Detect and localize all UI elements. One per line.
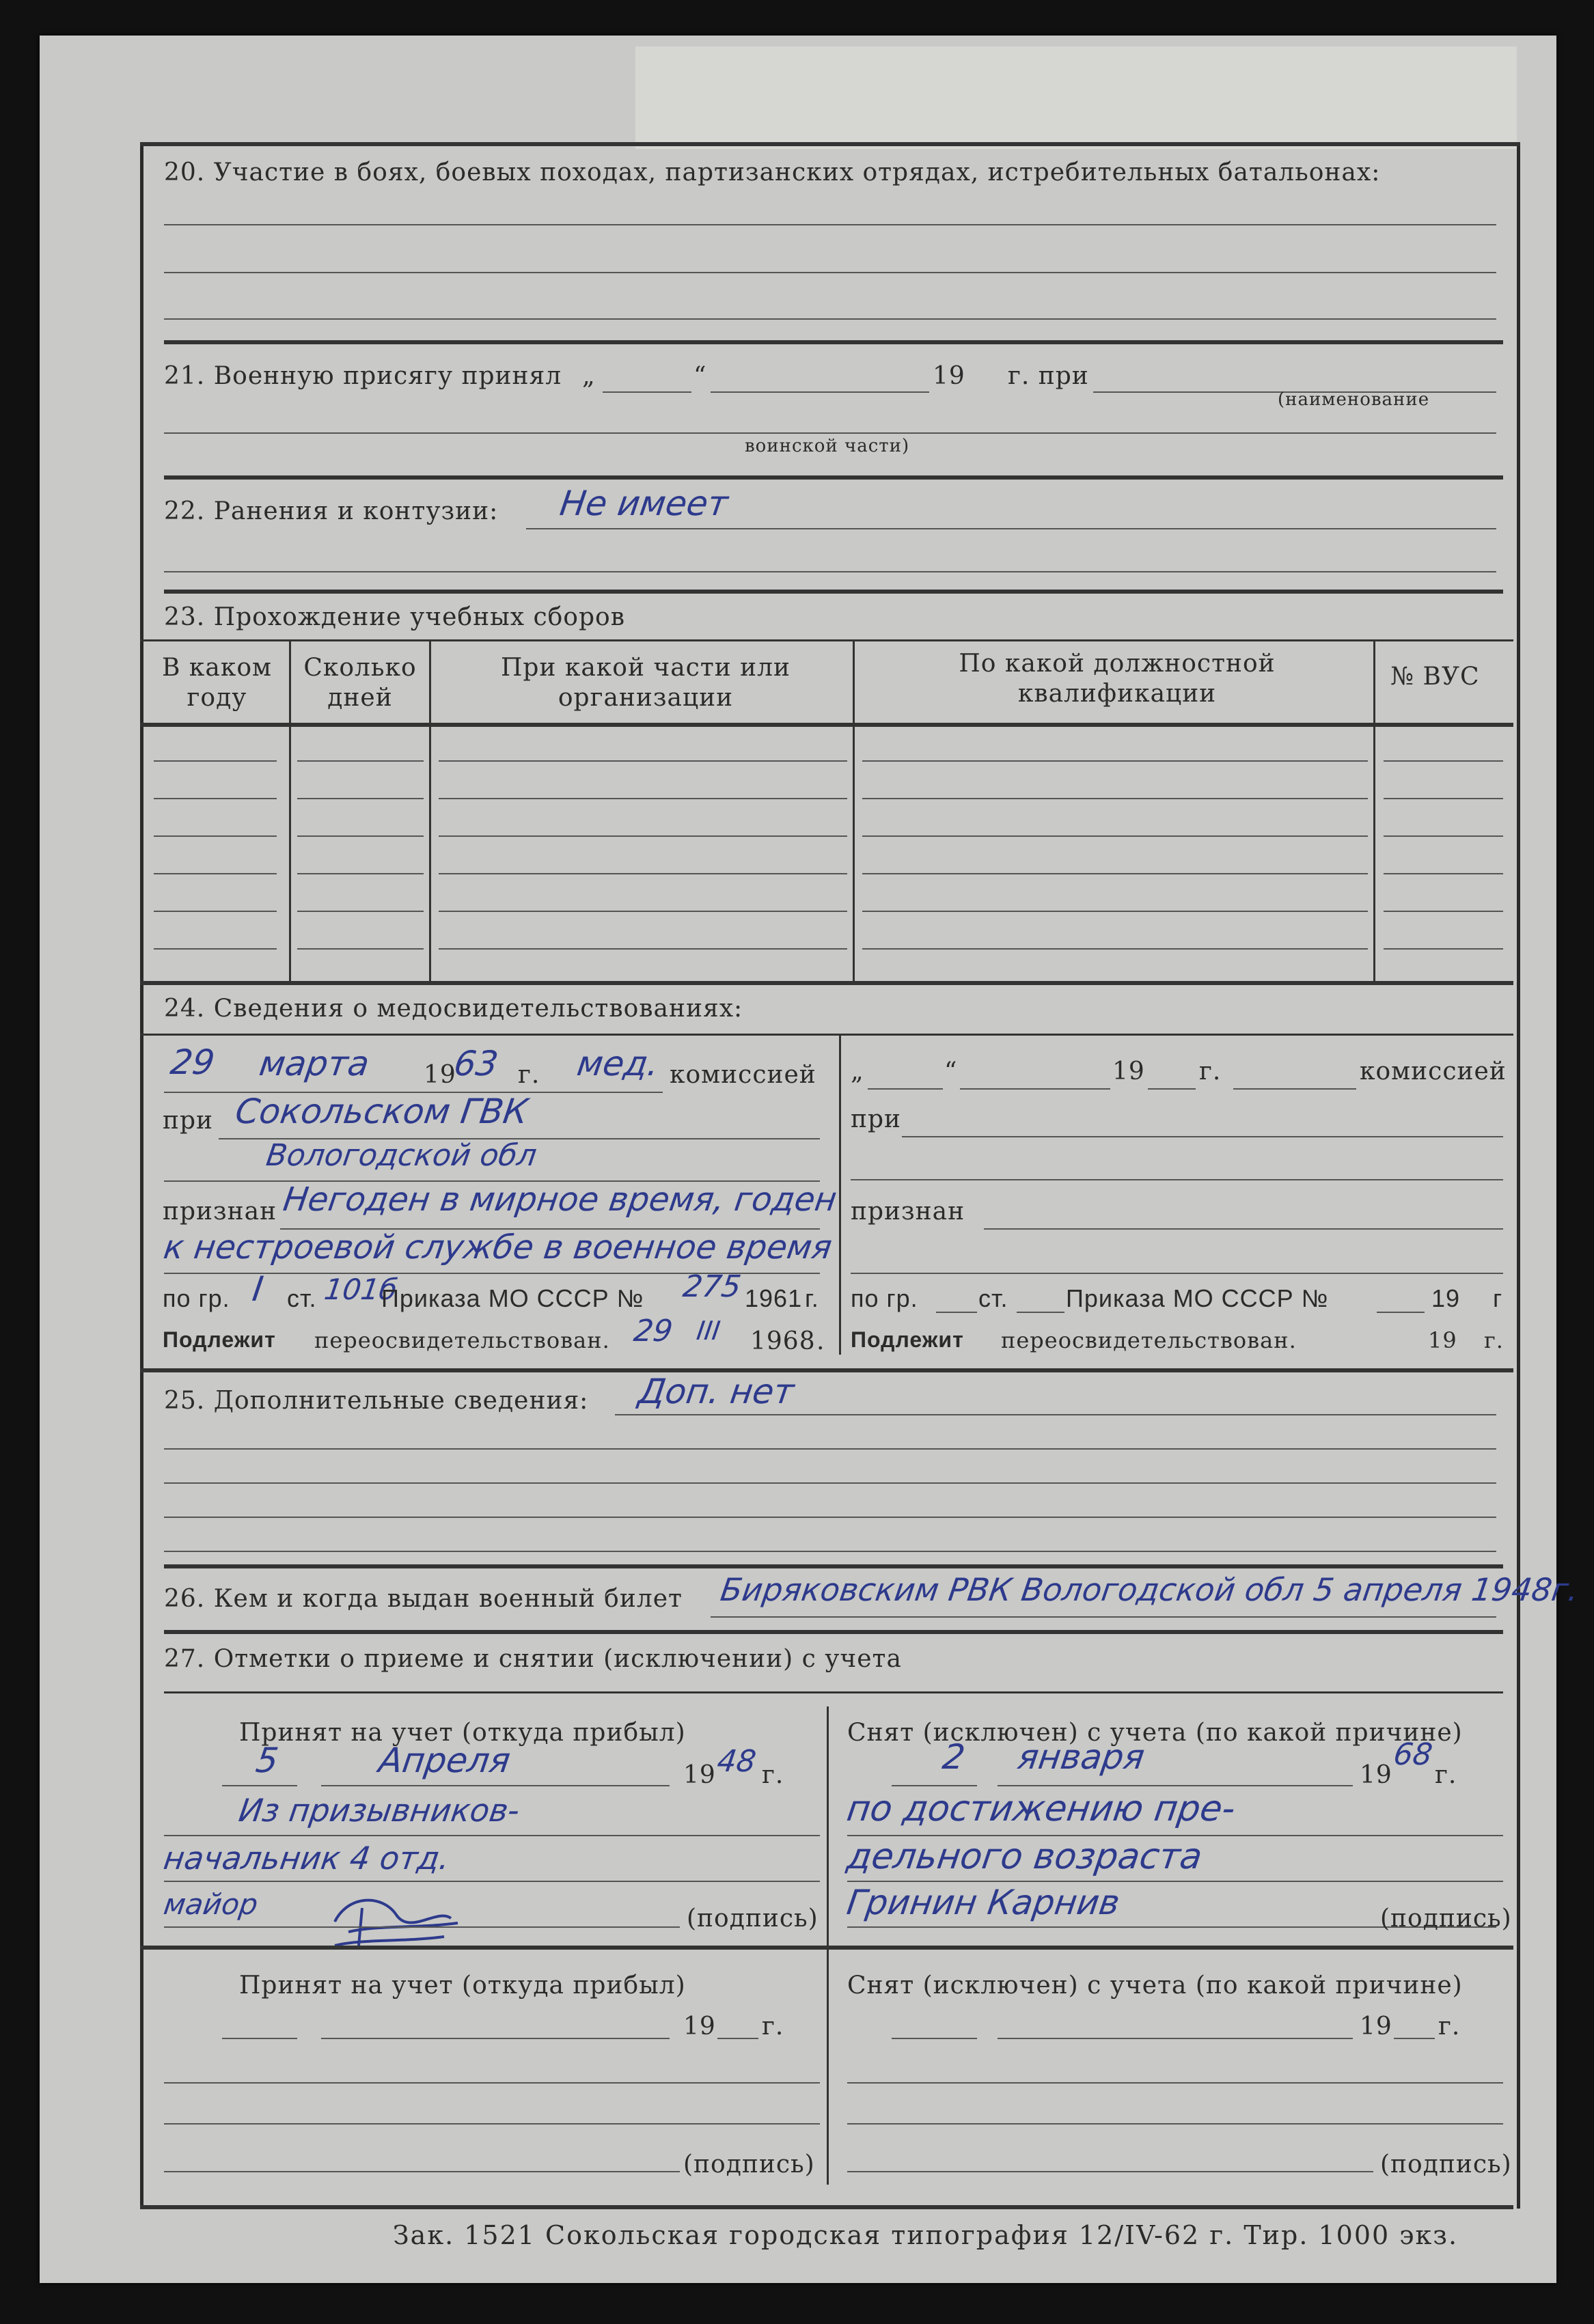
blank: [164, 1881, 820, 1882]
table-23-blank-line: [297, 760, 424, 762]
blank: [847, 2082, 1503, 2084]
re-year: 1968: [750, 1327, 816, 1355]
g-label: г.: [1484, 1327, 1504, 1353]
signature-accept-1: [321, 1881, 471, 1963]
rule: [164, 1517, 1496, 1518]
remove-day-1: 2: [939, 1737, 967, 1777]
note-voinskoy-chasti: воинской части): [745, 436, 910, 456]
med-day: 29: [167, 1042, 217, 1082]
prikaz-label: Приказа МО СССР №: [381, 1284, 644, 1312]
tape-strip: [635, 46, 1517, 149]
table-23-blank-line: [439, 798, 847, 799]
day-blank: [603, 391, 691, 393]
g-label: г.: [1438, 2012, 1461, 2041]
med-g: г.: [518, 1061, 540, 1089]
g-label: г.: [762, 1761, 784, 1789]
podlezhit-label: Подлежит: [851, 1327, 964, 1352]
section-divider: [164, 590, 1503, 594]
blank: [998, 2038, 1353, 2039]
table-23-blank-line: [862, 948, 1368, 950]
blank: [717, 2038, 758, 2039]
blank: [851, 1273, 1503, 1274]
accept-note-2: начальник 4 отд.: [161, 1840, 452, 1877]
med-month: марта: [256, 1044, 372, 1083]
med-year-prefix: 19: [424, 1061, 456, 1089]
accept-note-1: Из призывников-: [236, 1792, 522, 1829]
col-header-vus: № ВУС: [1390, 663, 1480, 691]
g-pri: г. при: [1008, 362, 1089, 390]
table-23-blank-line: [297, 873, 424, 874]
table-23-blank-line: [862, 873, 1368, 874]
bottom-border: [140, 2205, 1513, 2209]
section-27-label: 27. Отметки о приеме и снятии (исключении) с учета: [164, 1645, 902, 1673]
blank: [164, 2123, 820, 2125]
section-divider: [140, 981, 1513, 985]
signature-label: (подпись): [1380, 2150, 1512, 2178]
rule: [164, 571, 1496, 572]
section-27-top: [164, 1691, 1503, 1693]
med-order-no: 275: [681, 1269, 743, 1304]
table-23-blank-line: [862, 760, 1368, 762]
year-prefix: 19: [1112, 1057, 1145, 1085]
med-year: 63: [451, 1044, 501, 1083]
top-border: [140, 142, 1520, 146]
blank: [998, 1785, 1353, 1786]
col-sep: [289, 639, 291, 981]
section-25-label: 25. Дополнительные сведения:: [164, 1387, 589, 1415]
signature-label: (подпись): [1380, 1905, 1512, 1933]
table-23-blank-line: [154, 835, 277, 837]
blank: [1394, 2038, 1435, 2039]
col-sep: [853, 639, 855, 981]
g-label: г.: [1435, 1761, 1457, 1789]
table-23-blank-line: [1384, 948, 1503, 950]
table-23-blank-line: [1384, 798, 1503, 799]
col-sep: [839, 1034, 841, 1355]
blank: [164, 1926, 680, 1928]
month-blank: [711, 391, 929, 393]
blank: [847, 2171, 1373, 2172]
section-divider: [164, 1630, 1503, 1634]
rule: [164, 1448, 1496, 1450]
accept-label-1: Принят на учет (откуда прибыл): [239, 1719, 686, 1747]
col-header-unit: При какой части или организации: [500, 654, 791, 712]
year-prefix: 19: [1360, 1761, 1392, 1789]
st-label: ст.: [287, 1284, 317, 1312]
year-prefix: 19: [1431, 1284, 1461, 1312]
table-23-blank-line: [1384, 911, 1503, 912]
accept-year-1: 48: [715, 1744, 758, 1779]
accept-month-1: Апреля: [376, 1741, 513, 1780]
rule: [164, 224, 1496, 225]
military-card-form: [140, 142, 1581, 2209]
blank: [984, 1228, 1503, 1230]
accept-day-1: 5: [253, 1741, 281, 1780]
g-label: г: [1493, 1284, 1503, 1312]
remove-reason-1: по достижению пре-: [844, 1788, 1238, 1829]
blank: [960, 1088, 1110, 1090]
table-23-blank-line: [154, 873, 277, 874]
blank: [164, 1835, 820, 1836]
rule: [711, 1616, 1496, 1618]
accept-rank-1: майор: [161, 1887, 260, 1921]
col-header-qualification: По какой должностной квалификации: [959, 650, 1276, 708]
col-sep: [429, 639, 431, 981]
blank: [892, 2038, 977, 2039]
table-top: [140, 639, 1513, 641]
section-24-label: 24. Сведения о медосвидетельствованиях:: [164, 995, 743, 1023]
table-23-blank-line: [1384, 873, 1503, 874]
section-divider: [140, 1946, 1513, 1950]
remove-year-1: 68: [1391, 1737, 1435, 1772]
section-21-label: 21. Военную присягу принял: [164, 362, 562, 390]
blank: [892, 1785, 977, 1786]
signature-label: (подпись): [683, 2150, 815, 2178]
table-23-blank-line: [439, 835, 847, 837]
section-24-top: [140, 1034, 1513, 1036]
remove-month-1: января: [1015, 1737, 1147, 1777]
col-sep: [1373, 639, 1375, 981]
blank: [847, 1881, 1503, 1882]
blank: [1017, 1312, 1064, 1313]
additional-info-value: Доп. нет: [635, 1372, 797, 1411]
table-23-blank-line: [1384, 760, 1503, 762]
table-23-blank-line: [862, 835, 1368, 837]
year-prefix: 19: [1360, 2012, 1392, 2041]
rule: [526, 528, 1496, 529]
rule: [615, 1414, 1496, 1415]
table-23-blank-line: [439, 873, 847, 874]
quote-open: „: [851, 1057, 864, 1085]
col-header-year: В каком году: [161, 654, 273, 712]
section-20-label: 20. Участие в боях, боевых походах, партизанских отрядах, истребительных батальонах:: [164, 158, 1381, 186]
med-order-year: 1961: [745, 1284, 803, 1312]
pereosv-label: переосвидетельствован.: [1001, 1327, 1297, 1353]
remove-label-1: Снят (исключен) с учета (по какой причине): [847, 1719, 1463, 1747]
rule: [164, 1482, 1496, 1484]
signature-label: (подпись): [687, 1905, 819, 1933]
med-verdict-1: Негоден в мирное время, годен: [281, 1180, 840, 1219]
table-23-blank-line: [154, 948, 277, 950]
section-23-label: 23. Прохождение учебных сборов: [164, 603, 625, 631]
blank: [164, 2082, 820, 2084]
table-23-blank-line: [297, 798, 424, 799]
pereosv-label: переосвидетельствован.: [314, 1327, 610, 1353]
priznan-label: признан: [851, 1198, 965, 1226]
table-23-blank-line: [297, 835, 424, 837]
blank: [222, 1785, 297, 1786]
blank: [868, 1088, 943, 1090]
blank: [1377, 1312, 1425, 1313]
year-prefix: 19: [683, 1761, 716, 1789]
med-verdict-2: к нестроевой службе в военное время: [161, 1228, 835, 1267]
table-23-blank-line: [1384, 835, 1503, 837]
remove-reason-2: дельного возраста: [844, 1836, 1205, 1877]
prikaz-label: Приказа МО СССР №: [1066, 1284, 1329, 1312]
note-naimenovanie: (наименование: [1278, 389, 1430, 410]
pri-label: при: [851, 1105, 902, 1133]
table-23-blank-line: [297, 911, 424, 912]
quote-close: “: [944, 1057, 958, 1085]
section-divider: [164, 340, 1503, 344]
med-place-1: Сокольском ГВК: [232, 1092, 531, 1131]
pri-label: при: [163, 1107, 214, 1135]
quote-close: “: [693, 362, 707, 390]
table-23-blank-line: [154, 911, 277, 912]
table-23-blank-line: [439, 911, 847, 912]
table-header-bottom: [140, 723, 1513, 727]
med-group: I: [249, 1269, 266, 1309]
re-month: III: [694, 1316, 722, 1346]
section-22-label: 22. Ранения и контузии:: [164, 497, 499, 525]
military-id-issuer: Биряковским РВК Вологодской обл 5 апреля 1948г.: [718, 1571, 1581, 1608]
year-prefix: 19: [1428, 1327, 1457, 1353]
table-23-blank-line: [862, 798, 1368, 799]
podlezhit-label: Подлежит: [163, 1327, 276, 1352]
med-commission-kind: мед.: [574, 1044, 662, 1083]
accept-label-2: Принят на учет (откуда прибыл): [239, 1972, 686, 2000]
blank: [851, 1179, 1503, 1180]
section-divider: [140, 1368, 1513, 1372]
komissiey-label: комиссией: [1360, 1057, 1507, 1085]
table-23-blank-line: [439, 760, 847, 762]
blank: [902, 1136, 1503, 1137]
re-dot: .: [816, 1327, 825, 1355]
st-label: ст.: [978, 1284, 1008, 1312]
rule: [164, 318, 1496, 320]
table-23-blank-line: [297, 948, 424, 950]
blank: [1148, 1088, 1196, 1090]
blank: [1233, 1088, 1356, 1090]
wounds-value: Не имеет: [557, 484, 731, 523]
po-gr-label: по гр.: [851, 1284, 918, 1312]
blank: [321, 1785, 670, 1786]
blank: [847, 2123, 1503, 2125]
g-label: г.: [762, 2012, 784, 2041]
blank: [321, 2038, 670, 2039]
remove-signature-1: Гринин Карнив: [844, 1883, 1123, 1922]
blank: [936, 1312, 977, 1313]
priznan-label: признан: [163, 1198, 277, 1226]
po-gr-label: по гр.: [163, 1284, 230, 1312]
g2: г.: [805, 1284, 819, 1312]
section-divider: [164, 1564, 1503, 1568]
rule: [164, 432, 1496, 434]
remove-label-2: Снят (исключен) с учета (по какой причине): [847, 1972, 1463, 2000]
blank: [222, 2038, 297, 2039]
year-prefix: 19: [933, 362, 965, 390]
blank: [164, 2171, 680, 2172]
print-footer: Зак. 1521 Сокольская городская типография 12/IV-62 г. Тир. 1000 экз.: [393, 2220, 1459, 2250]
re-day: 29: [631, 1314, 675, 1348]
section-26-label: 26. Кем и когда выдан военный билет: [164, 1585, 683, 1613]
year-prefix: 19: [683, 2012, 716, 2041]
quote-open: „: [582, 362, 596, 390]
rule: [164, 1551, 1496, 1552]
table-23-blank-line: [154, 760, 277, 762]
med-article: 101б: [322, 1273, 400, 1306]
table-23-blank-line: [439, 948, 847, 950]
col-header-days: Сколько дней: [303, 654, 417, 712]
table-23-blank-line: [154, 798, 277, 799]
komissiey-label: комиссией: [670, 1061, 816, 1089]
med-place-2: Вологодской обл: [264, 1138, 539, 1173]
g-label: г.: [1199, 1057, 1222, 1085]
rule: [164, 272, 1496, 273]
table-23-blank-line: [862, 911, 1368, 912]
section-divider: [164, 475, 1503, 480]
